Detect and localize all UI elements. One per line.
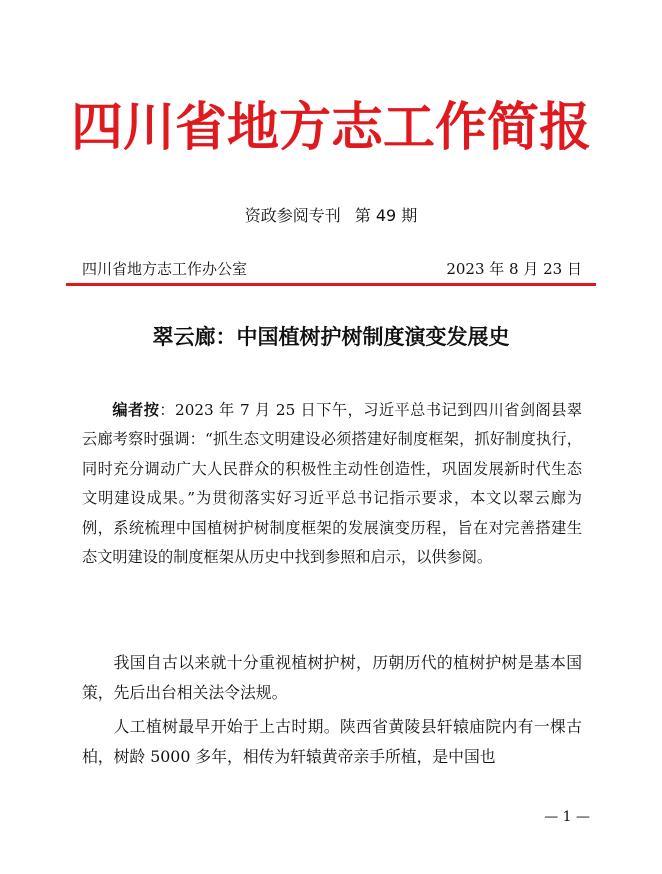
editor-note-label: 编者按	[112, 401, 160, 419]
body-paragraph: 人工植树最早开始于上古时期。陕西省黄陵县轩辕庙院内有一棵古柏，树龄 5000 多年，相传为轩辕黄帝亲手所植，是中国也	[82, 717, 582, 766]
header-divider	[66, 283, 596, 286]
page-number: — 1 —	[544, 809, 590, 825]
publish-date: 2023 年 8 月 23 日	[446, 260, 582, 278]
issue-number: 第 49 期	[354, 206, 418, 225]
masthead-title: 四川省地方志工作简报	[70, 98, 591, 158]
editor-note	[82, 396, 582, 572]
article-body	[82, 648, 582, 776]
editor-note-text: ：2023 年 7 月 25 日下午，习近平总书记到四川省剑阁县翠云廊考察时强调：“抓生态文明建设必须搭建好制度框架，抓好制度执行，同时充分调动广大人民群众的积极性主动性创造性，巩固发展新时代生态文明建设成果。”为贯彻落实好习近平总书记指示要求，本文以翠云廊为例，系统梳理中国植树护树制度框架的发展演变历程，旨在对完善搭建生态文明建设的制度框架从历史中找到参照和启示，以供参阅。	[82, 401, 583, 567]
issue-series: 资政参阅专刊	[244, 206, 341, 225]
publisher-office: 四川省地方志工作办公室	[82, 260, 248, 278]
body-paragraph: 我国自古以来就十分重视植树护树，历朝历代的植树护树是基本国策，先后出台相关法令法规。	[82, 653, 582, 702]
article-title: 翠云廊：中国植树护树制度演变发展史	[152, 325, 510, 349]
issue-line	[0, 205, 662, 227]
